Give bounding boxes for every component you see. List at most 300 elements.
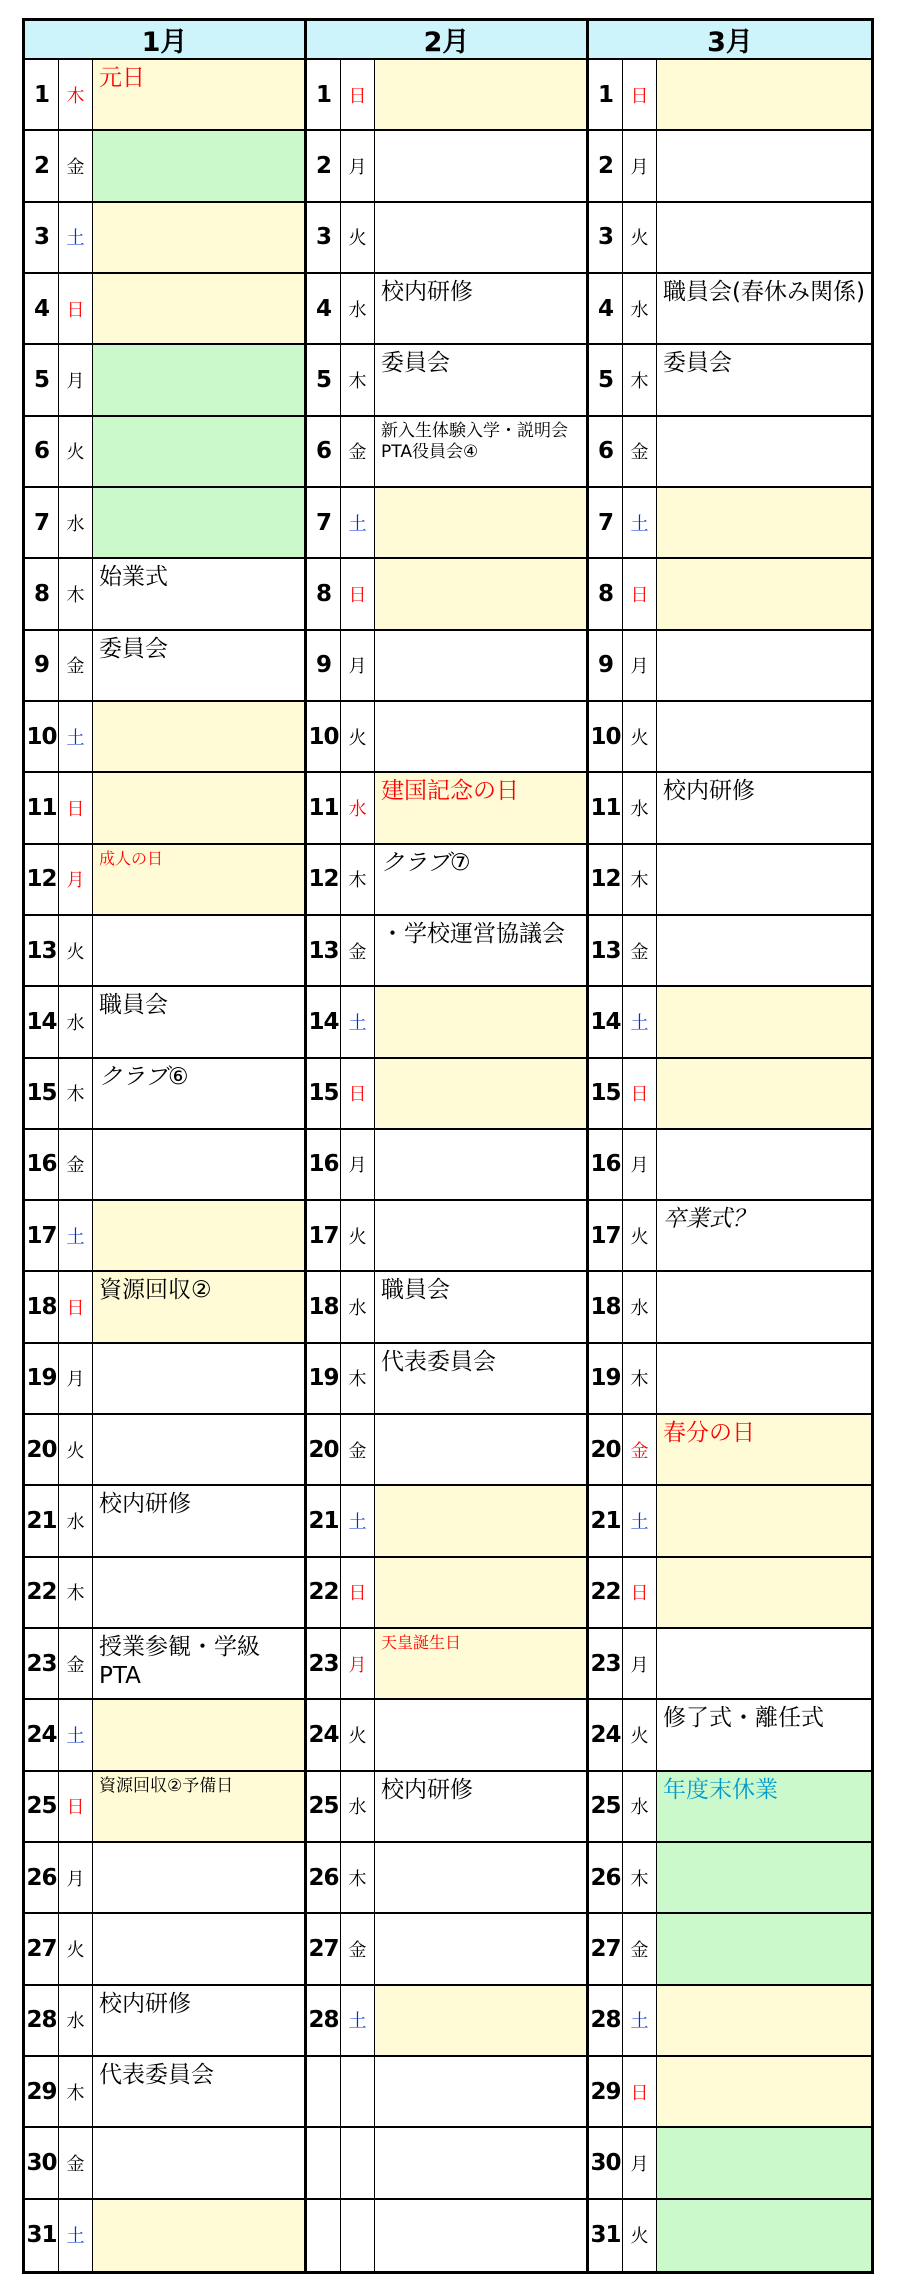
day-row bbox=[589, 1415, 871, 1486]
day-number: 2 bbox=[589, 131, 623, 200]
day-row bbox=[25, 1558, 304, 1629]
day-row bbox=[589, 773, 871, 844]
weekday: 土 bbox=[59, 1201, 93, 1270]
day-row bbox=[307, 1415, 586, 1486]
day-row bbox=[307, 1986, 586, 2057]
day-number: 29 bbox=[25, 2057, 59, 2126]
event-cell: 資源回収② bbox=[93, 1272, 304, 1341]
day-number: 26 bbox=[25, 1843, 59, 1912]
day-number: 20 bbox=[589, 1415, 623, 1484]
day-row bbox=[25, 2057, 304, 2128]
day-number: 2 bbox=[307, 131, 341, 200]
day-row bbox=[307, 1629, 586, 1700]
event-cell bbox=[375, 1700, 586, 1769]
day-row bbox=[307, 2057, 586, 2128]
event-cell bbox=[657, 1059, 871, 1128]
day-number: 31 bbox=[589, 2200, 623, 2271]
event-cell: 校内研修 bbox=[375, 1772, 586, 1841]
day-number: 10 bbox=[307, 702, 341, 771]
day-number: 10 bbox=[589, 702, 623, 771]
event-cell bbox=[93, 488, 304, 557]
event-cell: 天皇誕生日 bbox=[375, 1629, 586, 1698]
weekday: 日 bbox=[623, 559, 657, 628]
event-cell bbox=[657, 702, 871, 771]
event-cell bbox=[657, 2200, 871, 2271]
weekday: 土 bbox=[623, 987, 657, 1056]
event-cell bbox=[657, 1629, 871, 1698]
weekday: 土 bbox=[623, 1986, 657, 2055]
event-cell bbox=[93, 274, 304, 343]
day-row bbox=[25, 987, 304, 1058]
day-row bbox=[589, 1344, 871, 1415]
weekday: 日 bbox=[341, 559, 375, 628]
day-row bbox=[25, 1772, 304, 1843]
weekday: 火 bbox=[341, 702, 375, 771]
day-number: 1 bbox=[307, 60, 341, 129]
day-number: 31 bbox=[25, 2200, 59, 2271]
event-cell: 委員会 bbox=[657, 345, 871, 414]
day-row bbox=[589, 1700, 871, 1771]
day-row bbox=[25, 2200, 304, 2271]
weekday: 日 bbox=[623, 1059, 657, 1128]
day-row bbox=[307, 2200, 586, 2271]
event-cell: 始業式 bbox=[93, 559, 304, 628]
event-cell bbox=[375, 631, 586, 700]
day-number: 6 bbox=[589, 417, 623, 486]
weekday: 日 bbox=[341, 1558, 375, 1627]
event-cell bbox=[375, 131, 586, 200]
weekday: 金 bbox=[341, 417, 375, 486]
weekday: 火 bbox=[623, 1201, 657, 1270]
day-number: 28 bbox=[589, 1986, 623, 2055]
weekday: 水 bbox=[59, 1486, 93, 1555]
weekday: 火 bbox=[341, 1700, 375, 1769]
day-number: 21 bbox=[589, 1486, 623, 1555]
weekday: 火 bbox=[623, 1700, 657, 1769]
day-number: 5 bbox=[25, 345, 59, 414]
day-row bbox=[307, 631, 586, 702]
day-row bbox=[307, 1272, 586, 1343]
month-column-mar bbox=[589, 21, 871, 2271]
day-number: 19 bbox=[25, 1344, 59, 1413]
weekday: 土 bbox=[59, 1700, 93, 1769]
day-number: 3 bbox=[307, 203, 341, 272]
day-number: 21 bbox=[25, 1486, 59, 1555]
day-row bbox=[25, 916, 304, 987]
event-cell bbox=[93, 916, 304, 985]
day-rows bbox=[589, 60, 871, 2271]
month-header: 3月 bbox=[589, 21, 871, 60]
weekday: 金 bbox=[59, 1629, 93, 1698]
day-number: 6 bbox=[25, 417, 59, 486]
event-cell: 代表委員会 bbox=[375, 1344, 586, 1413]
weekday: 金 bbox=[341, 1415, 375, 1484]
event-cell bbox=[375, 2128, 586, 2197]
event-cell bbox=[657, 60, 871, 129]
weekday: 金 bbox=[623, 417, 657, 486]
event-cell bbox=[375, 1130, 586, 1199]
day-number: 13 bbox=[25, 916, 59, 985]
day-row bbox=[25, 773, 304, 844]
day-number: 15 bbox=[589, 1059, 623, 1128]
day-row bbox=[589, 417, 871, 488]
weekday: 木 bbox=[341, 1843, 375, 1912]
day-row bbox=[25, 131, 304, 202]
day-number: 22 bbox=[589, 1558, 623, 1627]
event-cell bbox=[93, 1130, 304, 1199]
event-cell: 春分の日 bbox=[657, 1415, 871, 1484]
weekday: 水 bbox=[623, 1272, 657, 1341]
event-cell: 資源回収②予備日 bbox=[93, 1772, 304, 1841]
weekday: 金 bbox=[341, 1914, 375, 1983]
day-row bbox=[25, 417, 304, 488]
day-number: 7 bbox=[25, 488, 59, 557]
weekday: 金 bbox=[341, 916, 375, 985]
day-number: 12 bbox=[307, 845, 341, 914]
day-number: 16 bbox=[307, 1130, 341, 1199]
day-rows bbox=[25, 60, 304, 2271]
day-row bbox=[307, 559, 586, 630]
weekday: 水 bbox=[59, 1986, 93, 2055]
day-row bbox=[307, 1201, 586, 1272]
month-column-jan bbox=[25, 21, 307, 2271]
day-row bbox=[25, 203, 304, 274]
event-cell bbox=[657, 1130, 871, 1199]
weekday: 水 bbox=[623, 1772, 657, 1841]
day-number: 14 bbox=[25, 987, 59, 1056]
day-number: 25 bbox=[589, 1772, 623, 1841]
weekday: 日 bbox=[59, 773, 93, 842]
day-row bbox=[589, 1558, 871, 1629]
weekday: 火 bbox=[341, 1201, 375, 1270]
weekday: 水 bbox=[341, 1772, 375, 1841]
day-row bbox=[589, 203, 871, 274]
day-row bbox=[589, 345, 871, 416]
day-number: 8 bbox=[307, 559, 341, 628]
day-row bbox=[307, 1914, 586, 1985]
day-number: 27 bbox=[589, 1914, 623, 1983]
day-row bbox=[307, 1772, 586, 1843]
day-row bbox=[25, 845, 304, 916]
day-number: 30 bbox=[25, 2128, 59, 2197]
day-number: 17 bbox=[589, 1201, 623, 1270]
day-row bbox=[589, 702, 871, 773]
event-cell bbox=[375, 987, 586, 1056]
weekday: 水 bbox=[59, 488, 93, 557]
weekday: 月 bbox=[59, 845, 93, 914]
day-number: 22 bbox=[307, 1558, 341, 1627]
weekday: 月 bbox=[623, 631, 657, 700]
event-cell bbox=[93, 1700, 304, 1769]
day-row bbox=[25, 488, 304, 559]
event-cell: 修了式・離任式 bbox=[657, 1700, 871, 1769]
day-number: 5 bbox=[307, 345, 341, 414]
event-cell: 元日 bbox=[93, 60, 304, 129]
day-row bbox=[25, 60, 304, 131]
weekday: 木 bbox=[623, 845, 657, 914]
day-row bbox=[307, 345, 586, 416]
weekday: 火 bbox=[59, 916, 93, 985]
day-row bbox=[25, 1130, 304, 1201]
day-number: 20 bbox=[307, 1415, 341, 1484]
day-number: 16 bbox=[25, 1130, 59, 1199]
day-row bbox=[589, 1843, 871, 1914]
event-cell: クラブ⑥ bbox=[93, 1059, 304, 1128]
weekday: 火 bbox=[59, 1415, 93, 1484]
day-number: 22 bbox=[25, 1558, 59, 1627]
event-cell bbox=[375, 1986, 586, 2055]
event-cell bbox=[657, 1986, 871, 2055]
event-cell bbox=[375, 1558, 586, 1627]
event-cell bbox=[657, 559, 871, 628]
event-cell bbox=[657, 845, 871, 914]
event-cell bbox=[375, 2200, 586, 2271]
event-cell: 代表委員会 bbox=[93, 2057, 304, 2126]
weekday: 火 bbox=[59, 1914, 93, 1983]
day-row bbox=[307, 2128, 586, 2199]
event-cell bbox=[657, 1486, 871, 1555]
weekday: 水 bbox=[623, 274, 657, 343]
event-cell bbox=[657, 417, 871, 486]
day-number: 11 bbox=[307, 773, 341, 842]
weekday: 火 bbox=[623, 2200, 657, 2271]
day-row bbox=[307, 131, 586, 202]
weekday: 土 bbox=[59, 702, 93, 771]
day-row bbox=[589, 1486, 871, 1557]
event-cell bbox=[93, 1914, 304, 1983]
day-row bbox=[589, 1130, 871, 1201]
weekday: 木 bbox=[341, 845, 375, 914]
day-row bbox=[589, 1914, 871, 1985]
event-cell bbox=[657, 987, 871, 1056]
day-number: 9 bbox=[25, 631, 59, 700]
day-number bbox=[307, 2200, 341, 2271]
day-number: 30 bbox=[589, 2128, 623, 2197]
weekday: 日 bbox=[623, 2057, 657, 2126]
day-number: 24 bbox=[25, 1700, 59, 1769]
event-cell bbox=[657, 488, 871, 557]
weekday: 木 bbox=[341, 1344, 375, 1413]
day-row bbox=[25, 1415, 304, 1486]
day-number: 14 bbox=[589, 987, 623, 1056]
event-cell bbox=[375, 2057, 586, 2126]
event-cell bbox=[93, 773, 304, 842]
day-row bbox=[307, 987, 586, 1058]
event-cell bbox=[93, 345, 304, 414]
day-row bbox=[25, 2128, 304, 2199]
weekday: 日 bbox=[341, 1059, 375, 1128]
day-number: 1 bbox=[589, 60, 623, 129]
day-number: 4 bbox=[307, 274, 341, 343]
day-number: 25 bbox=[25, 1772, 59, 1841]
day-row bbox=[25, 345, 304, 416]
day-row bbox=[307, 773, 586, 844]
day-row bbox=[589, 60, 871, 131]
day-row bbox=[25, 1344, 304, 1415]
day-number: 15 bbox=[25, 1059, 59, 1128]
weekday: 月 bbox=[623, 1629, 657, 1698]
day-row bbox=[589, 131, 871, 202]
day-row bbox=[307, 1059, 586, 1130]
event-cell bbox=[93, 1201, 304, 1270]
event-cell: 授業参観・学級PTA bbox=[93, 1629, 304, 1698]
day-number: 18 bbox=[25, 1272, 59, 1341]
event-cell: 建国記念の日 bbox=[375, 773, 586, 842]
weekday: 木 bbox=[59, 2057, 93, 2126]
weekday: 木 bbox=[623, 345, 657, 414]
day-row bbox=[307, 488, 586, 559]
weekday: 水 bbox=[341, 1272, 375, 1341]
day-number: 28 bbox=[25, 1986, 59, 2055]
day-number: 18 bbox=[589, 1272, 623, 1341]
day-number: 10 bbox=[25, 702, 59, 771]
day-row bbox=[589, 1201, 871, 1272]
day-number: 3 bbox=[589, 203, 623, 272]
day-number: 23 bbox=[307, 1629, 341, 1698]
event-cell: 職員会 bbox=[375, 1272, 586, 1341]
event-cell: 職員会 bbox=[93, 987, 304, 1056]
event-cell bbox=[657, 1344, 871, 1413]
weekday: 月 bbox=[341, 1629, 375, 1698]
day-number: 14 bbox=[307, 987, 341, 1056]
weekday: 水 bbox=[341, 773, 375, 842]
day-row bbox=[307, 1130, 586, 1201]
event-cell: 校内研修 bbox=[93, 1986, 304, 2055]
day-number: 17 bbox=[307, 1201, 341, 1270]
day-number: 24 bbox=[307, 1700, 341, 1769]
day-row bbox=[25, 1629, 304, 1700]
day-rows bbox=[307, 60, 586, 2271]
weekday: 火 bbox=[623, 203, 657, 272]
day-row bbox=[589, 631, 871, 702]
day-row bbox=[307, 1486, 586, 1557]
day-number: 18 bbox=[307, 1272, 341, 1341]
day-number: 27 bbox=[307, 1914, 341, 1983]
event-cell bbox=[375, 1415, 586, 1484]
event-cell: 校内研修 bbox=[93, 1486, 304, 1555]
event-cell: 校内研修 bbox=[375, 274, 586, 343]
day-number bbox=[307, 2128, 341, 2197]
event-cell: 職員会(春休み関係) bbox=[657, 274, 871, 343]
weekday: 土 bbox=[341, 1486, 375, 1555]
day-number: 4 bbox=[25, 274, 59, 343]
weekday: 金 bbox=[59, 1130, 93, 1199]
weekday: 日 bbox=[341, 60, 375, 129]
weekday: 木 bbox=[623, 1843, 657, 1912]
weekday: 木 bbox=[59, 1558, 93, 1627]
day-number: 9 bbox=[307, 631, 341, 700]
day-row bbox=[25, 1700, 304, 1771]
day-number: 23 bbox=[589, 1629, 623, 1698]
event-cell bbox=[93, 131, 304, 200]
event-cell: 年度末休業 bbox=[657, 1772, 871, 1841]
day-row bbox=[307, 1700, 586, 1771]
month-header: 1月 bbox=[25, 21, 304, 60]
weekday: 月 bbox=[341, 631, 375, 700]
day-number: 19 bbox=[589, 1344, 623, 1413]
event-cell: 卒業式？ bbox=[657, 1201, 871, 1270]
weekday: 月 bbox=[59, 1344, 93, 1413]
day-row bbox=[307, 702, 586, 773]
weekday: 日 bbox=[59, 274, 93, 343]
day-row bbox=[25, 1486, 304, 1557]
day-number: 17 bbox=[25, 1201, 59, 1270]
day-row bbox=[589, 2200, 871, 2271]
weekday: 月 bbox=[341, 1130, 375, 1199]
weekday: 日 bbox=[623, 1558, 657, 1627]
weekday: 日 bbox=[59, 1272, 93, 1341]
event-cell: ・学校運営協議会 bbox=[375, 916, 586, 985]
day-row bbox=[589, 1772, 871, 1843]
weekday: 月 bbox=[59, 345, 93, 414]
day-row bbox=[25, 1843, 304, 1914]
weekday: 金 bbox=[623, 916, 657, 985]
day-number: 29 bbox=[589, 2057, 623, 2126]
event-cell bbox=[375, 1059, 586, 1128]
event-cell: 校内研修 bbox=[657, 773, 871, 842]
day-row bbox=[307, 1558, 586, 1629]
event-cell bbox=[657, 203, 871, 272]
day-number: 16 bbox=[589, 1130, 623, 1199]
day-row bbox=[589, 987, 871, 1058]
event-cell bbox=[375, 203, 586, 272]
day-number: 15 bbox=[307, 1059, 341, 1128]
day-row bbox=[25, 1986, 304, 2057]
day-number: 11 bbox=[25, 773, 59, 842]
month-header: 2月 bbox=[307, 21, 586, 60]
weekday: 水 bbox=[341, 274, 375, 343]
day-number: 7 bbox=[589, 488, 623, 557]
event-cell bbox=[375, 559, 586, 628]
day-row bbox=[25, 1914, 304, 1985]
day-row bbox=[589, 488, 871, 559]
weekday: 金 bbox=[59, 631, 93, 700]
weekday: 木 bbox=[341, 345, 375, 414]
event-cell bbox=[93, 1344, 304, 1413]
day-number: 1 bbox=[25, 60, 59, 129]
event-cell: 委員会 bbox=[375, 345, 586, 414]
day-row bbox=[25, 1272, 304, 1343]
weekday: 月 bbox=[623, 131, 657, 200]
day-number: 13 bbox=[307, 916, 341, 985]
day-row bbox=[589, 916, 871, 987]
day-row bbox=[25, 631, 304, 702]
weekday: 月 bbox=[341, 131, 375, 200]
event-cell bbox=[375, 1486, 586, 1555]
day-number: 23 bbox=[25, 1629, 59, 1698]
day-number: 28 bbox=[307, 1986, 341, 2055]
weekday: 火 bbox=[341, 203, 375, 272]
weekday: 水 bbox=[623, 773, 657, 842]
event-cell bbox=[93, 1558, 304, 1627]
day-row bbox=[589, 1059, 871, 1130]
event-cell bbox=[93, 2128, 304, 2197]
day-row bbox=[589, 1986, 871, 2057]
event-cell bbox=[375, 60, 586, 129]
day-number bbox=[307, 2057, 341, 2126]
event-cell bbox=[93, 1415, 304, 1484]
day-number: 12 bbox=[589, 845, 623, 914]
event-cell: 新入生体験入学・説明会 PTA役員会④ bbox=[375, 417, 586, 486]
day-number: 21 bbox=[307, 1486, 341, 1555]
weekday: 土 bbox=[623, 488, 657, 557]
weekday: 土 bbox=[59, 203, 93, 272]
day-number: 5 bbox=[589, 345, 623, 414]
day-number: 4 bbox=[589, 274, 623, 343]
event-cell bbox=[375, 1914, 586, 1983]
event-cell bbox=[657, 131, 871, 200]
event-cell bbox=[375, 1843, 586, 1912]
